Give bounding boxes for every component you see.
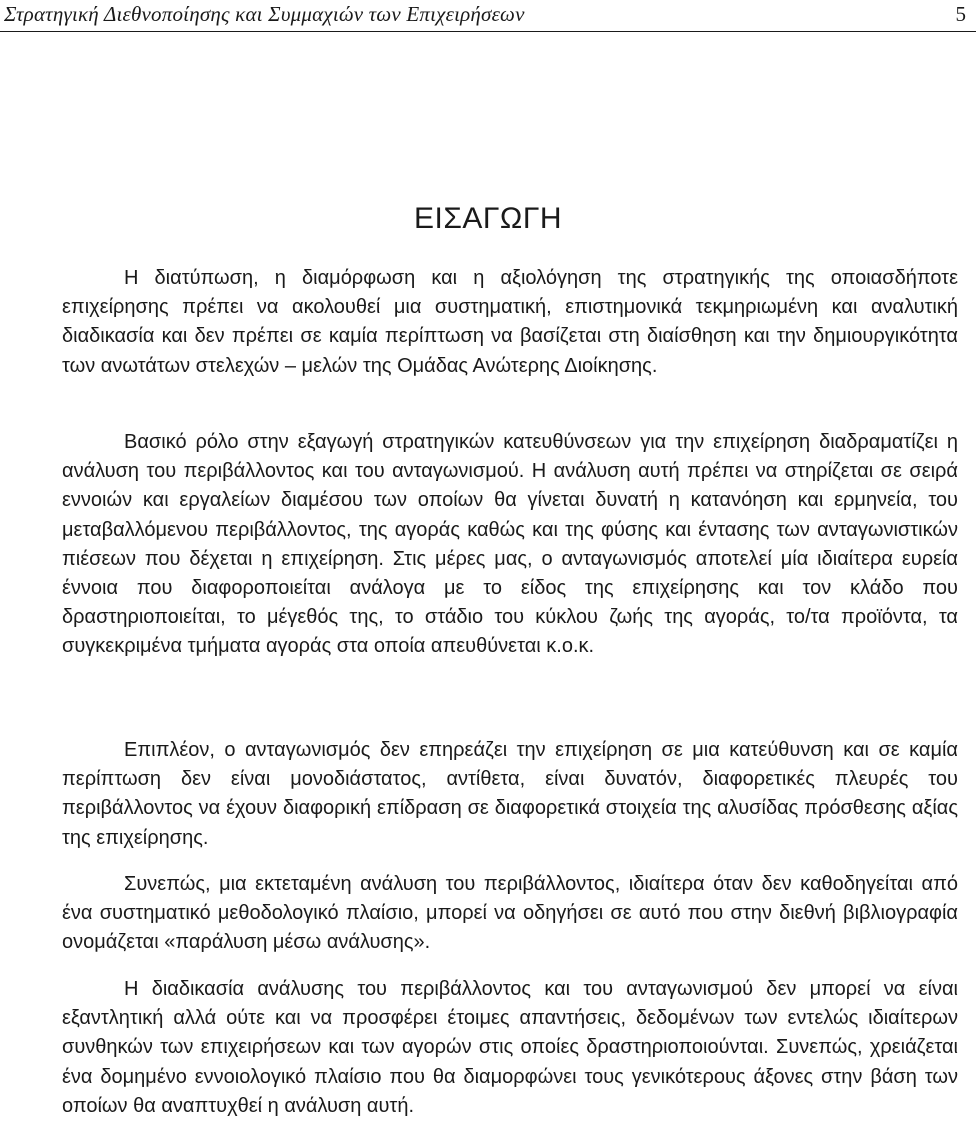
chapter-title: ΕΙΣΑΓΩΓΗ bbox=[413, 202, 563, 235]
header-title: Στρατηγική Διεθνοποίησης και Συμμαχιών των Επιχειρήσεων bbox=[4, 2, 525, 26]
paragraph-4: Συνεπώς, μια εκτεταμένη ανάλυση του περιβάλλοντος, ιδιαίτερα όταν δεν καθοδηγείται από ένα συστηματικό μεθοδολογικό πλαίσιο, μπορεί να οδηγήσει σε αυτό που στην διεθνή βιβλιογραφία ονομάζεται «παράλυση μέσω ανάλυσης». bbox=[62, 873, 958, 954]
paragraph-3: Επιπλέον, ο ανταγωνισμός δεν επηρεάζει την επιχείρηση σε μια κατεύθυνση και σε καμία περίπτωση δεν είναι μονοδιάστατος, αντίθετα, είναι δυνατόν, διαφορετικές πλευρές του περιβάλλοντος να έχουν διαφορική επίδραση σε διαφορετικά στοιχεία της αλυσίδας πρόσθεσης αξίας της επιχείρησης. bbox=[62, 739, 958, 849]
paragraph-1: Η διατύπωση, η διαμόρφωση και η αξιολόγηση της στρατηγικής της οποιασδήποτε επιχείρησης πρέπει να ακολουθεί μια συστηματική, επιστημονικά τεκμηριωμένη και αναλυτική διαδικασία και δεν πρέπει σε καμία περίπτωση να βασίζεται στη διαίσθηση και την δημιουργικότητα των ανωτάτων στελεχών – μελών της Ομάδας Ανώτερης Διοίκησης. bbox=[62, 267, 958, 377]
paragraph-2: Βασικό ρόλο στην εξαγωγή στρατηγικών κατευθύνσεων για την επιχείρηση διαδραματίζει η ανάλυση του περιβάλλοντος και του ανταγωνισμού. Η ανάλυση αυτή πρέπει να στηρίζεται σε σειρά εννοιών και εργαλείων διαμέσου των οποίων θα γίνεται δυνατή η κατανόηση και ερμηνεία, του μεταβαλλόμενου περιβάλλοντος, της αγοράς καθώς και της φύσης και έντασης των ανταγωνιστικών πιέσεων που δέχεται η επιχείρηση. Στις μέρες μας, ο ανταγωνισμός αποτελεί μία ιδιαίτερα ευρεία έννοια που διαφοροποιείται ανάλογα με το είδος της επιχείρησης και τον κλάδο που δραστηριοποιείται, το μέγεθός της, το στάδιο του κύκλου ζωής της αγοράς, το/τα προϊόντα, τα συγκεκριμένα τμήματα αγοράς στα οποία απευθύνεται κ.ο.κ. bbox=[62, 431, 958, 658]
running-header bbox=[0, 0, 976, 32]
paragraph-5: Η διαδικασία ανάλυσης του περιβάλλοντος και του ανταγωνισμού δεν μπορεί να είναι εξαντλητική αλλά ούτε και να προσφέρει έτοιμες απαντήσεις, δεδομένων των εντελώς ιδιαίτερων συνθηκών των επιχειρήσεων και των αγορών στις οποίες δραστηριοποιούνται. Συνεπώς, χρειάζεται ένα δομημένο εννοιολογικό πλαίσιο που θα διαμορφώνει τους γενικότερους άξονες στην βάση των οποίων θα αναπτυχθεί η ανάλυση αυτή. bbox=[62, 978, 958, 1117]
page-number: 5 bbox=[955, 2, 966, 26]
